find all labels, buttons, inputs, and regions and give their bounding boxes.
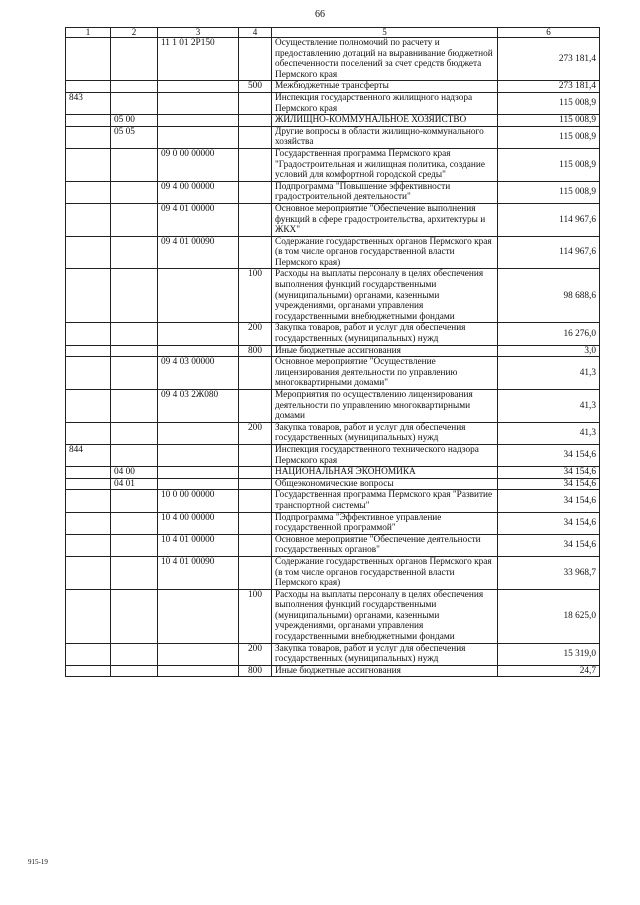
target-article-cell: 09 4 00 00000	[158, 181, 239, 203]
table-row	[66, 81, 600, 93]
amount-cell: 24,7	[498, 665, 600, 677]
ministry-code-cell	[66, 478, 111, 490]
amount-cell: 34 154,6	[498, 534, 600, 556]
ministry-code-cell	[66, 81, 111, 93]
target-article-cell: 09 4 03 00000	[158, 357, 239, 390]
table-row	[66, 38, 600, 81]
ministry-code-cell	[66, 269, 111, 323]
description-cell: Осуществление полномочий по расчету и предоставлению дотаций на выравнивание бюджетной обеспеченности поселений за счет средств бюджета Пермского края	[272, 38, 498, 81]
amount-cell: 114 967,6	[498, 203, 600, 236]
section-code-cell	[111, 556, 158, 589]
expense-type-cell	[239, 357, 272, 390]
column-header-1: 1	[66, 28, 111, 38]
expense-type-cell	[239, 467, 272, 479]
ministry-code-cell	[66, 534, 111, 556]
target-article-cell	[158, 115, 239, 127]
section-code-cell	[111, 643, 158, 665]
expense-type-cell: 500	[239, 81, 272, 93]
amount-cell: 15 319,0	[498, 643, 600, 665]
expense-type-cell	[239, 478, 272, 490]
description-cell: Инспекция государственного жилищного надзора Пермского края	[272, 92, 498, 114]
target-article-cell	[158, 422, 239, 444]
ministry-code-cell	[66, 490, 111, 512]
ministry-code-cell: 843	[66, 92, 111, 114]
section-code-cell	[111, 181, 158, 203]
ministry-code-cell	[66, 665, 111, 677]
target-article-cell: 09 0 00 00000	[158, 148, 239, 181]
amount-cell: 18 625,0	[498, 589, 600, 643]
description-cell: Содержание государственных органов Пермского края (в том числе органов государственной власти Пермского края)	[272, 236, 498, 269]
table-row	[66, 203, 600, 236]
expense-type-cell	[239, 556, 272, 589]
table-row	[66, 512, 600, 534]
amount-cell: 34 154,6	[498, 467, 600, 479]
description-cell: Иные бюджетные ассигнования	[272, 665, 498, 677]
expense-type-cell	[239, 38, 272, 81]
table-row	[66, 643, 600, 665]
target-article-cell	[158, 126, 239, 148]
target-article-cell	[158, 92, 239, 114]
section-code-cell	[111, 203, 158, 236]
expense-type-cell	[239, 115, 272, 127]
ministry-code-cell	[66, 589, 111, 643]
ministry-code-cell	[66, 357, 111, 390]
table-row	[66, 490, 600, 512]
target-article-cell	[158, 478, 239, 490]
column-header-2: 2	[111, 28, 158, 38]
amount-cell: 34 154,6	[498, 490, 600, 512]
ministry-code-cell	[66, 345, 111, 357]
table-row	[66, 323, 600, 345]
section-code-cell	[111, 92, 158, 114]
amount-cell: 273 181,4	[498, 38, 600, 81]
target-article-cell	[158, 81, 239, 93]
amount-cell: 41,3	[498, 422, 600, 444]
amount-cell: 34 154,6	[498, 478, 600, 490]
table-row	[66, 115, 600, 127]
description-cell: НАЦИОНАЛЬНАЯ ЭКОНОМИКА	[272, 467, 498, 479]
ministry-code-cell	[66, 512, 111, 534]
expense-type-cell	[239, 534, 272, 556]
column-header-6: 6	[498, 28, 600, 38]
ministry-code-cell	[66, 422, 111, 444]
description-cell: Основное мероприятие "Обеспечение выполнения функций в сфере градостроительства, архитектуры и ЖКХ"	[272, 203, 498, 236]
page-number: 66	[315, 9, 325, 20]
ministry-code-cell	[66, 390, 111, 423]
ministry-code-cell	[66, 236, 111, 269]
ministry-code-cell	[66, 556, 111, 589]
table-header-row	[66, 28, 600, 38]
table-row	[66, 556, 600, 589]
section-code-cell: 04 00	[111, 467, 158, 479]
description-cell: Государственная программа Пермского края "Развитие транспортной системы"	[272, 490, 498, 512]
amount-cell: 114 967,6	[498, 236, 600, 269]
ministry-code-cell	[66, 126, 111, 148]
target-article-cell: 10 4 00 00000	[158, 512, 239, 534]
table-row	[66, 181, 600, 203]
description-cell: ЖИЛИЩНО-КОММУНАЛЬНОЕ ХОЗЯЙСТВО	[272, 115, 498, 127]
expense-type-cell	[239, 490, 272, 512]
table-row	[66, 422, 600, 444]
table-row	[66, 390, 600, 423]
section-code-cell	[111, 236, 158, 269]
table-row	[66, 269, 600, 323]
section-code-cell	[111, 148, 158, 181]
amount-cell: 115 008,9	[498, 115, 600, 127]
amount-cell: 41,3	[498, 390, 600, 423]
description-cell: Закупка товаров, работ и услуг для обеспечения государственных (муниципальных) нужд	[272, 643, 498, 665]
column-header-5: 5	[272, 28, 498, 38]
description-cell: Государственная программа Пермского края "Градостроительная и жилищная политика, создание условий для комфортной городской среды"	[272, 148, 498, 181]
amount-cell: 33 968,7	[498, 556, 600, 589]
ministry-code-cell	[66, 467, 111, 479]
expense-type-cell	[239, 512, 272, 534]
section-code-cell	[111, 38, 158, 81]
table-row	[66, 92, 600, 114]
section-code-cell	[111, 589, 158, 643]
ministry-code-cell	[66, 38, 111, 81]
target-article-cell	[158, 323, 239, 345]
section-code-cell	[111, 665, 158, 677]
target-article-cell	[158, 665, 239, 677]
amount-cell: 115 008,9	[498, 126, 600, 148]
amount-cell: 16 276,0	[498, 323, 600, 345]
section-code-cell	[111, 512, 158, 534]
target-article-cell	[158, 643, 239, 665]
expense-type-cell	[239, 444, 272, 466]
section-code-cell	[111, 534, 158, 556]
target-article-cell	[158, 345, 239, 357]
ministry-code-cell	[66, 181, 111, 203]
amount-cell: 98 688,6	[498, 269, 600, 323]
ministry-code-cell: 844	[66, 444, 111, 466]
section-code-cell	[111, 269, 158, 323]
target-article-cell: 09 4 03 2Ж080	[158, 390, 239, 423]
expense-type-cell	[239, 148, 272, 181]
expense-type-cell: 200	[239, 643, 272, 665]
ministry-code-cell	[66, 203, 111, 236]
target-article-cell: 10 0 00 00000	[158, 490, 239, 512]
description-cell: Другие вопросы в области жилищно-коммунального хозяйства	[272, 126, 498, 148]
expense-type-cell: 800	[239, 345, 272, 357]
section-code-cell	[111, 345, 158, 357]
table-row	[66, 444, 600, 466]
description-cell: Межбюджетные трансферты	[272, 81, 498, 93]
section-code-cell	[111, 323, 158, 345]
description-cell: Иные бюджетные ассигнования	[272, 345, 498, 357]
amount-cell: 41,3	[498, 357, 600, 390]
description-cell: Закупка товаров, работ и услуг для обеспечения государственных (муниципальных) нужд	[272, 323, 498, 345]
table-row	[66, 467, 600, 479]
section-code-cell: 04 01	[111, 478, 158, 490]
expense-type-cell	[239, 92, 272, 114]
description-cell: Содержание государственных органов Пермского края (в том числе органов государственной власти Пермского края)	[272, 556, 498, 589]
column-header-3: 3	[158, 28, 239, 38]
description-cell: Инспекция государственного технического надзора Пермского края	[272, 444, 498, 466]
target-article-cell	[158, 589, 239, 643]
amount-cell: 115 008,9	[498, 148, 600, 181]
section-code-cell	[111, 490, 158, 512]
target-article-cell	[158, 444, 239, 466]
expense-type-cell: 200	[239, 422, 272, 444]
description-cell: Общеэкономические вопросы	[272, 478, 498, 490]
target-article-cell	[158, 467, 239, 479]
target-article-cell: 09 4 01 00000	[158, 203, 239, 236]
target-article-cell: 10 4 01 00090	[158, 556, 239, 589]
table-row	[66, 478, 600, 490]
expense-type-cell: 100	[239, 269, 272, 323]
section-code-cell	[111, 390, 158, 423]
table-row	[66, 236, 600, 269]
ministry-code-cell	[66, 148, 111, 181]
table-row	[66, 357, 600, 390]
expense-type-cell	[239, 390, 272, 423]
ministry-code-cell	[66, 323, 111, 345]
description-cell: Закупка товаров, работ и услуг для обеспечения государственных (муниципальных) нужд	[272, 422, 498, 444]
description-cell: Мероприятия по осуществлению лицензирования деятельности по управлению многоквартирными домами	[272, 390, 498, 423]
amount-cell: 34 154,6	[498, 444, 600, 466]
ministry-code-cell	[66, 115, 111, 127]
expense-type-cell: 100	[239, 589, 272, 643]
table-row	[66, 148, 600, 181]
expense-type-cell: 800	[239, 665, 272, 677]
section-code-cell	[111, 357, 158, 390]
expense-type-cell	[239, 181, 272, 203]
section-code-cell	[111, 81, 158, 93]
description-cell: Расходы на выплаты персоналу в целях обеспечения выполнения функций государственными (муниципальными) органами, казенными учреждениями, органами управления государственными внебюджетными фондами	[272, 269, 498, 323]
description-cell: Основное мероприятие "Осуществление лицензирования деятельности по управлению многоквартирными домами"	[272, 357, 498, 390]
section-code-cell	[111, 422, 158, 444]
column-header-4: 4	[239, 28, 272, 38]
ministry-code-cell	[66, 643, 111, 665]
amount-cell: 273 181,4	[498, 81, 600, 93]
table-row	[66, 345, 600, 357]
target-article-cell: 09 4 01 00090	[158, 236, 239, 269]
description-cell: Расходы на выплаты персоналу в целях обеспечения выполнения функций государственными (муниципальными) органами, казенными учреждениями, органами управления государственными внебюджетными фондами	[272, 589, 498, 643]
table-row	[66, 589, 600, 643]
expense-type-cell	[239, 126, 272, 148]
target-article-cell: 10 4 01 00000	[158, 534, 239, 556]
amount-cell: 34 154,6	[498, 512, 600, 534]
target-article-cell: 11 1 01 2P150	[158, 38, 239, 81]
amount-cell: 115 008,9	[498, 181, 600, 203]
expense-type-cell	[239, 203, 272, 236]
section-code-cell: 05 00	[111, 115, 158, 127]
section-code-cell: 05 05	[111, 126, 158, 148]
table-row	[66, 126, 600, 148]
expense-type-cell: 200	[239, 323, 272, 345]
description-cell: Подпрограмма "Эффективное управление государственной программой"	[272, 512, 498, 534]
description-cell: Подпрограмма "Повышение эффективности градостроительной деятельности"	[272, 181, 498, 203]
description-cell: Основное мероприятие "Обеспечение деятельности государственных органов"	[272, 534, 498, 556]
table-row	[66, 534, 600, 556]
amount-cell: 115 008,9	[498, 92, 600, 114]
footer-code: 915-19	[28, 858, 48, 866]
table-row	[66, 665, 600, 677]
target-article-cell	[158, 269, 239, 323]
expense-type-cell	[239, 236, 272, 269]
table-body	[66, 38, 600, 677]
section-code-cell	[111, 444, 158, 466]
budget-table	[65, 27, 600, 677]
amount-cell: 3,0	[498, 345, 600, 357]
